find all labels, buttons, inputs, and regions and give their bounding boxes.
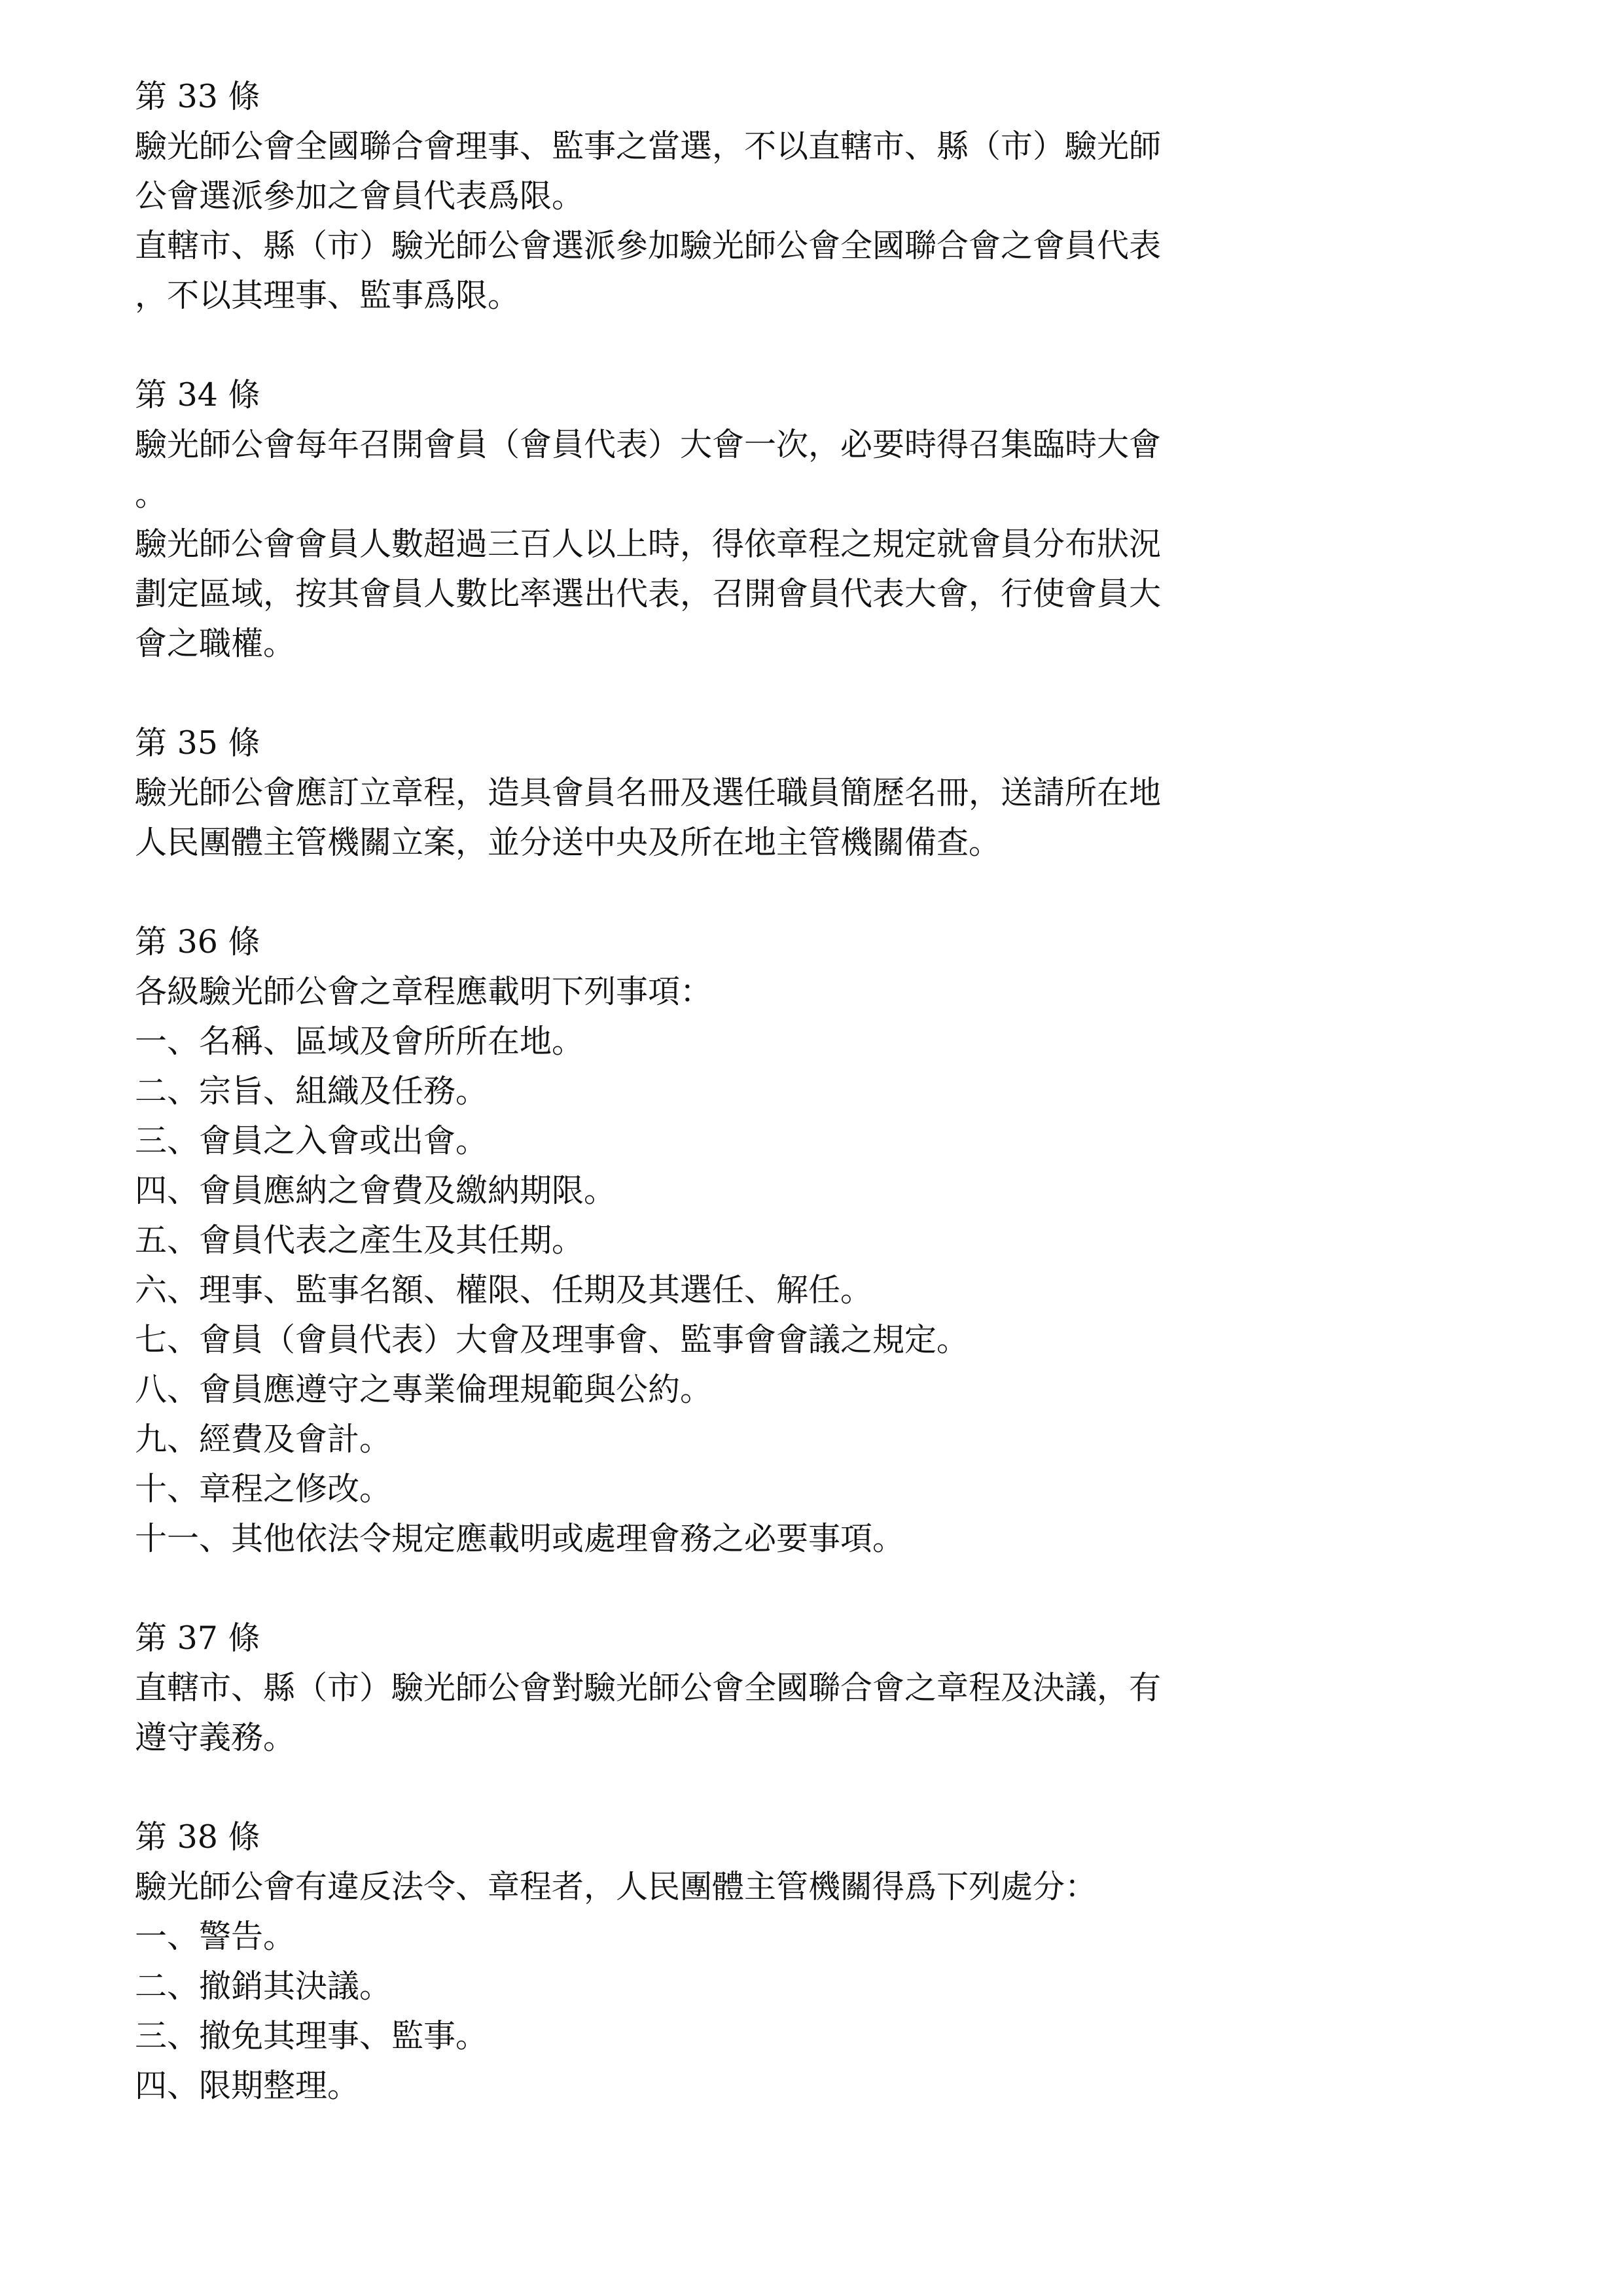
list-item: 十一、其他依法令規定應載明或處理會務之必要事項。 [135,1520,905,1557]
article-heading: 第 37 條 [135,1619,260,1657]
article-33 [135,72,1208,321]
article-line: ，不以其理事、監事爲限。 [135,277,520,314]
article-34 [135,370,1208,669]
list-item: 二、撤銷其決議。 [135,1968,392,2005]
list-item: 三、會員之入會或出會。 [135,1122,488,1159]
article-line: 直轄市、縣（市）驗光師公會選派參加驗光師公會全國聯合會之會員代表 [135,227,1162,264]
list-item: 二、宗旨、組織及任務。 [135,1072,488,1110]
article-heading: 第 33 條 [135,78,260,115]
article-line: 驗光師公會每年召開會員（會員代表）大會一次，必要時得召集臨時大會 [135,426,1162,463]
list-item: 六、理事、監事名額、權限、任期及其選任、解任。 [135,1271,873,1309]
list-item: 一、警告。 [135,1918,296,1955]
document-page [135,72,1208,2161]
article-line: 驗光師公會應訂立章程，造具會員名冊及選任職員簡歷名冊，送請所在地 [135,774,1162,811]
article-line: 直轄市、縣（市）驗光師公會對驗光師公會全國聯合會之章程及決議，有 [135,1669,1162,1706]
article-line: 人民團體主管機關立案，並分送中央及所在地主管機關備查。 [135,824,1001,861]
article-line: 公會選派參加之會員代表爲限。 [135,177,584,215]
list-item: 五、會員代表之產生及其任期。 [135,1222,584,1259]
list-item: 三、撤免其理事、監事。 [135,2017,488,2055]
article-line: 會之職權。 [135,625,296,662]
list-item: 四、會員應納之會費及繳納期限。 [135,1172,616,1209]
article-line: 驗光師公會有違反法令、章程者，人民團體主管機關得爲下列處分： [135,1868,1097,1905]
article-line: 驗光師公會全國聯合會理事、監事之當選，不以直轄市、縣（市）驗光師 [135,128,1162,165]
list-item: 七、會員（會員代表）大會及理事會、監事會會議之規定。 [135,1321,969,1358]
list-item: 一、名稱、區域及會所所在地。 [135,1023,584,1060]
article-line: 各級驗光師公會之章程應載明下列事項： [135,973,713,1010]
article-line: 遵守義務。 [135,1719,296,1756]
article-37 [135,1614,1208,1763]
article-heading: 第 36 條 [135,923,260,961]
article-heading: 第 35 條 [135,724,260,762]
list-item: 四、限期整理。 [135,2067,360,2104]
article-heading: 第 34 條 [135,376,260,414]
article-36 [135,917,1208,1564]
list-item: 十、章程之修改。 [135,1470,392,1508]
list-item: 九、經費及會計。 [135,1421,392,1458]
article-heading: 第 38 條 [135,1818,260,1856]
article-line: 。 [135,476,168,513]
article-38 [135,1812,1208,2111]
article-line: 驗光師公會會員人數超過三百人以上時，得依章程之規定就會員分布狀況 [135,525,1162,563]
list-item: 八、會員應遵守之專業倫理規範與公約。 [135,1371,713,1408]
article-35 [135,718,1208,868]
article-line: 劃定區域，按其會員人數比率選出代表，召開會員代表大會，行使會員大 [135,575,1162,612]
